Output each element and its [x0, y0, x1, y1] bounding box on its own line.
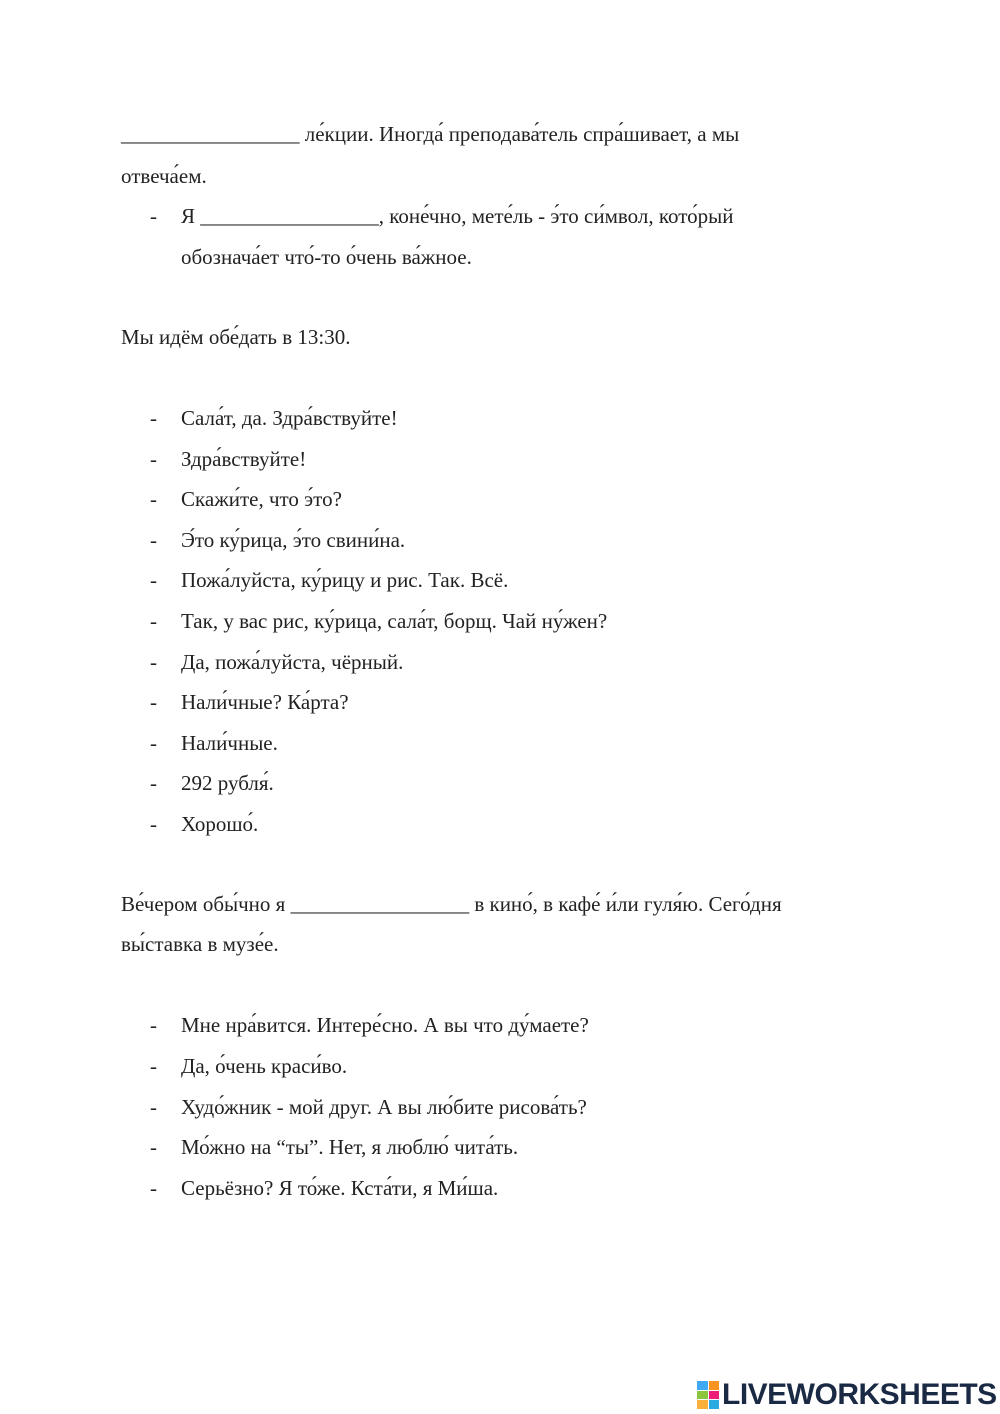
paragraph-1-line-1: _________________ ле́кции. Иногда́ преподава́тель спра́шивает, а мы [121, 122, 740, 146]
logo-square [697, 1391, 708, 1400]
logo-square [697, 1400, 708, 1409]
liveworksheets-logo [697, 1378, 997, 1412]
dialog-1-line-2: обознача́ет что́-то о́чень ва́жное. [181, 245, 472, 269]
dialog-line: Так, у вас рис, ку́рица, сала́т, борщ. Чай ну́жен? [181, 609, 608, 633]
paragraph-2-line-1: Мы идём обе́дать в 13:30. [121, 325, 351, 349]
dialog-dash: - [150, 609, 157, 633]
dialog-dash: - [150, 204, 157, 228]
paragraph-1-line-2: отвеча́ем. [121, 164, 207, 188]
dialog-dash: - [150, 527, 157, 552]
liveworksheets-logo-icon [697, 1381, 719, 1409]
dialog-line: Худо́жник - мой друг. А вы лю́бите рисова́ть? [181, 1094, 587, 1119]
dialog-dash: - [150, 1135, 157, 1160]
paragraph-3-line-2: вы́ставка в музе́е. [121, 932, 279, 956]
dialog-line: 292 рубля́. [181, 771, 274, 796]
dialog-line: Хорошо́. [181, 812, 259, 836]
dialog-line: Здра́вствуйте! [181, 446, 307, 471]
logo-text: LIVEWORKSHEETS [722, 1378, 997, 1411]
dialog-dash: - [150, 771, 157, 796]
dialog-line: Мне нра́вится. Интере́сно. А вы что ду́маете? [181, 1013, 589, 1037]
logo-square [709, 1391, 720, 1400]
dialog-line: Нали́чные? Ка́рта? [181, 690, 349, 715]
dialog-dash: - [150, 1176, 157, 1201]
dialog-dash: - [150, 1013, 157, 1037]
dialog-line: Скажи́те, что э́то? [181, 487, 342, 512]
dialog-dash: - [150, 1094, 157, 1119]
dialog-dash: - [150, 487, 157, 512]
dialog-line: Мо́жно на “ты”. Нет, я люблю́ чита́ть. [181, 1135, 519, 1160]
dialog-line: Нали́чные. [181, 730, 278, 755]
dialog-line: Пожа́луйста, ку́рицу и рис. Так. Всё. [181, 568, 509, 593]
logo-square [709, 1400, 720, 1409]
dialog-line: Э́то ку́рица, э́то свини́на. [181, 527, 406, 552]
dialog-dash: - [150, 568, 157, 593]
dialog-line: Да, о́чень краси́во. [181, 1053, 348, 1078]
logo-square [709, 1381, 720, 1390]
dialog-dash: - [150, 690, 157, 715]
paragraph-3-line-1: Ве́чером обы́чно я _________________ в кино́, в кафе́ и́ли гуля́ю. Сего́дня [121, 892, 782, 916]
logo-square [697, 1381, 708, 1390]
dialog-1-line-1: Я _________________, коне́чно, мете́ль - э́то си́мвол, кото́рый [181, 204, 734, 228]
dialog-dash: - [150, 406, 157, 430]
dialog-dash: - [150, 1053, 157, 1078]
dialog-dash: - [150, 649, 157, 674]
dialog-line: Сала́т, да. Здра́вствуйте! [181, 406, 398, 430]
dialog-line: Да, пожа́луйста, чёрный. [181, 649, 404, 674]
dialog-dash: - [150, 730, 157, 755]
dialog-line: Серьёзно? Я то́же. Кста́ти, я Ми́ша. [181, 1176, 499, 1201]
dialog-dash: - [150, 812, 157, 836]
dialog-dash: - [150, 446, 157, 471]
